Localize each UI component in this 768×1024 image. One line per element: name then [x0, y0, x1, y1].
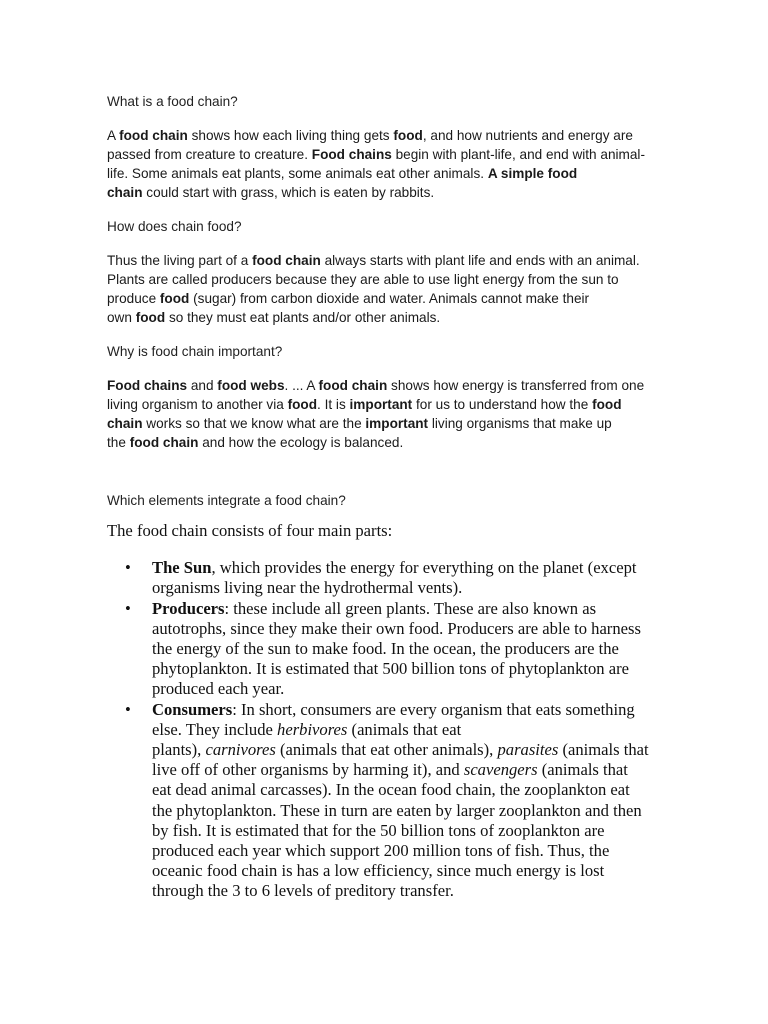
text-run: produce: [107, 291, 160, 306]
text-run: through the 3 to 6 levels of preditory transfer.: [152, 881, 454, 901]
text-line: [107, 270, 667, 289]
text-run: oceanic food chain is has a low efficiency, since much energy is lost: [152, 861, 605, 881]
text-run: the: [107, 435, 130, 450]
text-run: : In short, consumers are every organism that eats something: [232, 699, 635, 719]
bold-term: food: [135, 310, 166, 325]
text-line: [152, 599, 667, 619]
list-item-producers: [107, 599, 667, 700]
question-what-is-food-chain: What is a food chain?: [107, 94, 238, 109]
bold-term: food webs: [217, 378, 285, 393]
text-line: [152, 780, 667, 800]
bold-term: Producers: [152, 598, 225, 618]
text-run: (animals that: [537, 760, 628, 780]
text-run: could start with grass, which is eaten by rabbits.: [142, 185, 435, 200]
text-run: the energy of the sun to make food. In the ocean, the producers are the: [152, 639, 619, 659]
text-run: Thus the living part of a: [107, 253, 253, 268]
text-run: . ... A: [284, 378, 319, 393]
text-run: else. They include: [152, 719, 278, 739]
bullet-icon: •: [125, 598, 131, 618]
text-line: [107, 308, 667, 327]
text-line: [107, 395, 667, 414]
list-item-sun: [107, 558, 667, 598]
text-line: [152, 720, 667, 740]
bold-term: The Sun: [152, 558, 212, 578]
text-line: [107, 289, 667, 308]
bold-term: Food chains: [107, 378, 188, 393]
bold-term: food: [592, 397, 622, 412]
text-line: [152, 578, 667, 598]
italic-term: scavengers: [463, 760, 538, 780]
text-run: (animals that: [558, 740, 649, 760]
text-line: [107, 414, 667, 433]
text-run: works so that we know what are the: [142, 416, 366, 431]
question-which-elements: Which elements integrate a food chain?: [107, 493, 346, 508]
text-run: produced each year which support 200 million tons of fish. Thus, the: [152, 841, 610, 861]
text-line: [152, 841, 667, 861]
bold-term: chain: [107, 185, 143, 200]
text-line: [107, 433, 667, 452]
food-chain-parts-list: [107, 558, 667, 901]
text-line: [152, 881, 667, 901]
text-line: [107, 251, 667, 270]
text-run: and: [187, 378, 218, 393]
bold-term: food: [393, 128, 423, 143]
text-line: [152, 659, 667, 679]
text-run: (animals that eat: [347, 719, 462, 739]
bold-term: Food chains: [311, 147, 392, 162]
bold-term: food chain: [318, 378, 388, 393]
question-why-food-chain-important: Why is food chain important?: [107, 344, 283, 359]
text-run: plants),: [152, 740, 206, 760]
text-run: live off of other organisms by harming it), and: [152, 760, 464, 780]
text-run: Plants are called producers because they are able to use light energy from the sun to: [107, 272, 619, 287]
text-run: the phytoplankton. These in turn are eaten by larger zooplankton and then: [152, 800, 642, 820]
text-run: by fish. It is estimated that for the 50 billion tons of zooplankton are: [152, 820, 605, 840]
bold-term: chain: [107, 416, 143, 431]
list-item-text: [152, 700, 667, 902]
text-line: [152, 639, 667, 659]
text-line: [152, 679, 667, 699]
text-run: organisms living near the hydrothermal vents).: [152, 578, 463, 598]
bold-term: food: [159, 291, 190, 306]
list-item-text: [152, 599, 667, 700]
text-run: and how the ecology is balanced.: [198, 435, 404, 450]
text-line: [107, 126, 667, 145]
bold-term: important: [365, 416, 429, 431]
text-line: [152, 861, 667, 881]
text-run: for us to understand how the: [412, 397, 593, 412]
text-line: [107, 164, 667, 183]
text-line: [152, 619, 667, 639]
text-run: . It is: [317, 397, 350, 412]
bold-term: Consumers: [152, 699, 233, 719]
text-line: [107, 376, 667, 395]
text-run: shows how each living thing gets: [187, 128, 394, 143]
bold-term: A simple food: [487, 166, 578, 181]
answer-why-food-chain-important: [107, 376, 667, 452]
text-run: living organisms that make up: [428, 416, 612, 431]
answer-how-does-chain-food: [107, 251, 667, 327]
text-line: [152, 821, 667, 841]
document-page: [107, 92, 667, 902]
bold-term: food chain: [129, 435, 199, 450]
text-line: [107, 145, 667, 164]
italic-term: herbivores: [277, 719, 348, 739]
text-run: (sugar) from carbon dioxide and water. Animals cannot make their: [189, 291, 590, 306]
text-run: eat dead animal carcasses). In the ocean food chain, the zooplankton eat: [152, 780, 630, 800]
text-run: life. Some animals eat plants, some animals eat other animals.: [107, 166, 488, 181]
italic-term: carnivores: [205, 740, 276, 760]
text-run: phytoplankton. It is estimated that 500 billion tons of phytoplankton are: [152, 659, 630, 679]
bold-term: food chain: [252, 253, 321, 268]
text-run: : these include all green plants. These are also known as: [224, 598, 597, 618]
text-line: [152, 700, 667, 720]
text-run: produced each year.: [152, 679, 285, 699]
list-item-consumers: [107, 700, 667, 902]
text-run: living organism to another via: [107, 397, 288, 412]
bold-term: food: [287, 397, 318, 412]
text-run: A: [107, 128, 120, 143]
four-parts-intro: The food chain consists of four main parts:: [107, 521, 393, 540]
question-how-does-chain-food: How does chain food?: [107, 219, 242, 234]
text-line: [152, 558, 667, 578]
text-line: [152, 760, 667, 780]
answer-what-is-food-chain: [107, 126, 667, 202]
text-line: [152, 801, 667, 821]
text-run: so they must eat plants and/or other animals.: [165, 310, 441, 325]
bullet-icon: •: [125, 699, 131, 719]
bullet-icon: •: [125, 558, 131, 578]
text-run: own: [107, 310, 136, 325]
text-run: begin with plant-life, and end with animal-: [391, 147, 645, 162]
text-line: [152, 740, 667, 760]
text-line: [107, 183, 667, 202]
text-run: (animals that eat other animals),: [275, 740, 498, 760]
text-run: , and how nutrients and energy are: [422, 128, 633, 143]
bold-term: important: [349, 397, 413, 412]
bold-term: food chain: [119, 128, 188, 143]
text-run: always starts with plant life and ends with an animal.: [320, 253, 640, 268]
text-run: , which provides the energy for everything on the planet (except: [211, 558, 637, 578]
italic-term: parasites: [497, 740, 559, 760]
list-item-text: [152, 558, 667, 598]
text-run: autotrophs, since they make their own food. Producers are able to harness: [152, 618, 641, 638]
text-run: shows how energy is transferred from one: [387, 378, 645, 393]
text-run: passed from creature to creature.: [107, 147, 312, 162]
